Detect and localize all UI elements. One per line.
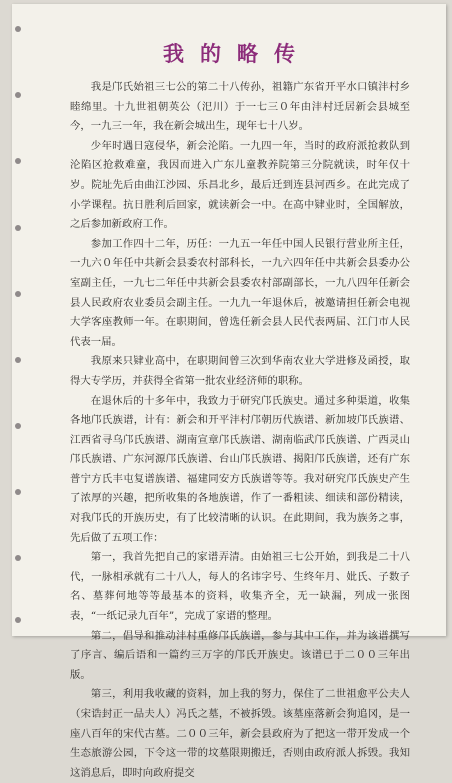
binder-hole (15, 225, 21, 231)
binder-hole (15, 158, 21, 164)
binder-hole (15, 617, 21, 623)
binder-hole (15, 357, 21, 363)
page-title: 我的略传 (163, 41, 311, 66)
paragraph: 第二，倡导和推动沣村重修邝氏族谱，参与其中工作，并为该谱撰写了序言、编后语和一篇约三万字的邝氏开族史。该谱已于二００三年出版。 (70, 629, 410, 681)
paragraph: 我是邝氏始祖三七公的第二十八传孙，祖籍广东省开平水口镇沣村乡睦绵里。十九世祖朝英公（汜川）于一七三０年由沣村迁居新会县城至今，一九三一年，我在新会城出生，现年七十八岁。 (70, 81, 410, 133)
paragraph: 我原来只肄业高中，在职期间曾三次到华南农业大学进修及函授，取得大专学历，并获得全省第一批农业经济师的职称。 (70, 355, 410, 387)
paragraph: 在退休后的十多年中，我致力于研究邝氏族史。通过多种渠道，收集各地邝氏族谱，计有：新会和开平沣村邝朝历代族谱、新加坡邝氏族谱、江西省寻乌邝氏族谱、湖南宣章邝氏族谱、湖南临武邝氏族谱、广西灵山邝氏族谱、广东河源邝氏族谱、台山邝氏族谱、揭阳邝氏族谱，还有广东普宁方氏丰屯复谱族谱、福建同安方氏族谱等等。我对研究邝氏族史产生了浓厚的兴趣，把所收集的各地族谱，作了一番粗读、细读和部份精读，对我邝氏的开族历史，有了比较清晰的认识。在此期间，我为族务之事，先后做了五项工作： (70, 394, 410, 544)
binder-hole (15, 423, 21, 429)
binder-hole (15, 92, 21, 98)
binder-holes (12, 4, 30, 636)
binder-hole (15, 26, 21, 32)
paragraph: 第一，我首先把自己的家谱弄清。由始祖三七公开始，到我是二十八代，一脉相承就有二十八人，每人的名讳字号、生终年月、妣氏、子数子名、墓葬何地等等最基本的资料，收集齐全，无一缺漏，列成一张图表，“一纸记录九百年”，完成了家谱的整理。 (70, 551, 410, 623)
binder-hole (15, 489, 21, 495)
binder-hole (15, 291, 21, 297)
paragraph: 参加工作四十二年，历任：一九五一年任中国人民银行营业所主任，一九六０年任中共新会县委农村部科长，一九六四年任中共新会县委办公室副主任，一九七二年任中共新会县委农村部副部长，一九八四年任新会县人民政府农业委员会副主任。一九九一年退休后，被邀请担任新会电视大学客座教师一年。在职期间，曾选任新会县人民代表两届、江门市人民代表一届。 (70, 237, 410, 348)
document-page (12, 4, 446, 779)
document-body (70, 78, 410, 783)
binder-hole (15, 555, 21, 561)
paragraph: 第三，利用我收藏的资料，加上我的努力，保住了二世祖愈平公夫人（宋诰封正一品夫人）冯氏之墓，不被拆毁。该墓座落新会狗追冈，是一座八百年的宋代古墓。二００三年，新会县政府为了把这一带开发成一个生态旅游公园，下令这一带的坟墓限期搬迁，否则由政府派人拆毁。我知这消息后，即时向政府提交 (70, 688, 410, 779)
paragraph: 少年时遇日寇侵华，新会沦陷。一九四一年，当时的政府派抢救队到沦陷区抢救难童，我因而进入广东儿童教养院第三分院就读，时年仅十岁。院址先后由曲江沙园、乐昌北乡，最后迁到连县河西乡。在此完成了小学课程。抗日胜利后回家，就读新会一中。在高中肄业时，全国解放，之后参加新政府工作。 (70, 139, 410, 231)
